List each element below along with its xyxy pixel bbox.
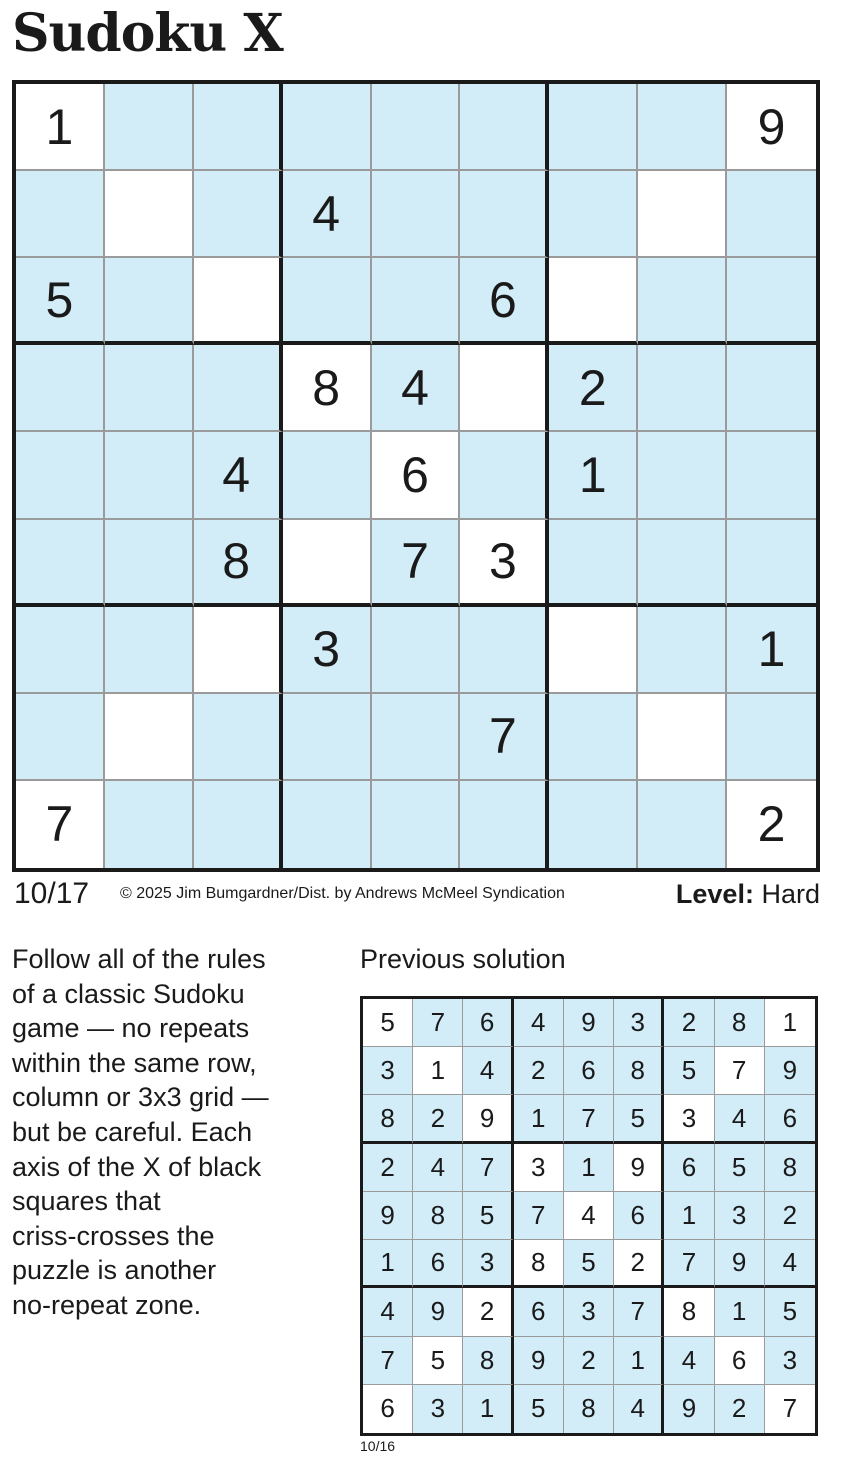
- puzzle-cell-r7-c5[interactable]: [372, 607, 461, 694]
- puzzle-cell-r6-c5[interactable]: 7: [372, 520, 461, 607]
- puzzle-cell-r2-c1[interactable]: [16, 171, 105, 258]
- puzzle-cell-r2-c3[interactable]: [194, 171, 283, 258]
- puzzle-cell-r6-c1[interactable]: [16, 520, 105, 607]
- solution-cell-r1-c9: 1: [765, 999, 815, 1047]
- puzzle-cell-r2-c7[interactable]: [549, 171, 638, 258]
- previous-solution-label: Previous solution: [360, 944, 566, 974]
- solution-cell-r5-c4: 7: [514, 1192, 564, 1240]
- solution-cell-r9-c1: 6: [363, 1385, 413, 1433]
- instruction-line: within the same row,: [12, 1047, 257, 1078]
- puzzle-cell-r8-c6[interactable]: 7: [460, 694, 549, 781]
- solution-cell-r5-c5: 4: [564, 1192, 614, 1240]
- puzzle-cell-r5-c3[interactable]: 4: [194, 432, 283, 519]
- puzzle-cell-r6-c6[interactable]: 3: [460, 520, 549, 607]
- solution-cell-r9-c5: 8: [564, 1385, 614, 1433]
- puzzle-cell-r6-c9[interactable]: [727, 520, 816, 607]
- puzzle-cell-r4-c6[interactable]: [460, 345, 549, 432]
- solution-cell-r7-c1: 4: [363, 1288, 413, 1336]
- solution-cell-r5-c3: 5: [463, 1192, 513, 1240]
- puzzle-cell-r6-c3[interactable]: 8: [194, 520, 283, 607]
- puzzle-cell-r7-c8[interactable]: [638, 607, 727, 694]
- puzzle-cell-r3-c4[interactable]: [283, 258, 372, 345]
- solution-cell-r6-c7: 7: [664, 1240, 714, 1288]
- solution-cell-r6-c3: 3: [463, 1240, 513, 1288]
- puzzle-cell-r5-c8[interactable]: [638, 432, 727, 519]
- puzzle-cell-r1-c3[interactable]: [194, 84, 283, 171]
- puzzle-cell-r3-c2[interactable]: [105, 258, 194, 345]
- instructions: [12, 942, 312, 1323]
- previous-solution-grid: [360, 996, 818, 1436]
- puzzle-cell-r7-c3[interactable]: [194, 607, 283, 694]
- solution-cell-r7-c2: 9: [413, 1288, 463, 1336]
- solution-cell-r7-c4: 6: [514, 1288, 564, 1336]
- solution-cell-r2-c1: 3: [363, 1047, 413, 1095]
- puzzle-cell-r9-c1[interactable]: 7: [16, 781, 105, 868]
- previous-solution-date: 10/16: [360, 1438, 396, 1454]
- solution-cell-r8-c6: 1: [614, 1337, 664, 1385]
- instruction-line: no-repeat zone.: [12, 1289, 202, 1320]
- puzzle-cell-r5-c7[interactable]: 1: [549, 432, 638, 519]
- puzzle-cell-r9-c6[interactable]: [460, 781, 549, 868]
- instruction-line: but be careful. Each: [12, 1116, 253, 1147]
- instruction-line: of a classic Sudoku: [12, 978, 245, 1009]
- puzzle-date: 10/17: [14, 877, 90, 910]
- solution-cell-r1-c4: 4: [514, 999, 564, 1047]
- instruction-line: column or 3x3 grid —: [12, 1082, 269, 1113]
- solution-cell-r3-c1: 8: [363, 1095, 413, 1143]
- puzzle-cell-r4-c5[interactable]: 4: [372, 345, 461, 432]
- solution-cell-r7-c6: 7: [614, 1288, 664, 1336]
- puzzle-cell-r3-c5[interactable]: [372, 258, 461, 345]
- sudoku-grid: [12, 80, 820, 872]
- puzzle-cell-r1-c9[interactable]: 9: [727, 84, 816, 171]
- page-title: Sudoku X: [12, 3, 283, 64]
- puzzle-cell-r9-c8[interactable]: [638, 781, 727, 868]
- instruction-line: game — no repeats: [12, 1013, 250, 1044]
- puzzle-cell-r3-c1[interactable]: 5: [16, 258, 105, 345]
- solution-cell-r8-c1: 7: [363, 1337, 413, 1385]
- puzzle-cell-r5-c2[interactable]: [105, 432, 194, 519]
- solution-cell-r1-c3: 6: [463, 999, 513, 1047]
- solution-cell-r2-c3: 4: [463, 1047, 513, 1095]
- solution-cell-r3-c5: 7: [564, 1095, 614, 1143]
- solution-cell-r6-c6: 2: [614, 1240, 664, 1288]
- puzzle-cell-r4-c4[interactable]: 8: [283, 345, 372, 432]
- solution-cell-r3-c2: 2: [413, 1095, 463, 1143]
- puzzle-cell-r6-c2[interactable]: [105, 520, 194, 607]
- solution-cell-r9-c6: 4: [614, 1385, 664, 1433]
- puzzle-cell-r8-c1[interactable]: [16, 694, 105, 781]
- puzzle-cell-r6-c7[interactable]: [549, 520, 638, 607]
- solution-cell-r7-c3: 2: [463, 1288, 513, 1336]
- solution-cell-r2-c9: 9: [765, 1047, 815, 1095]
- puzzle-cell-r8-c8[interactable]: [638, 694, 727, 781]
- puzzle-cell-r1-c7[interactable]: [549, 84, 638, 171]
- solution-cell-r9-c3: 1: [463, 1385, 513, 1433]
- instruction-line: squares that: [12, 1186, 161, 1217]
- puzzle-cell-r5-c6[interactable]: [460, 432, 549, 519]
- solution-cell-r4-c2: 4: [413, 1144, 463, 1192]
- instruction-line: axis of the X of black: [12, 1151, 262, 1182]
- puzzle-cell-r4-c8[interactable]: [638, 345, 727, 432]
- solution-cell-r9-c8: 2: [715, 1385, 765, 1433]
- puzzle-cell-r8-c7[interactable]: [549, 694, 638, 781]
- puzzle-cell-r9-c7[interactable]: [549, 781, 638, 868]
- solution-cell-r8-c9: 3: [765, 1337, 815, 1385]
- puzzle-cell-r5-c5[interactable]: 6: [372, 432, 461, 519]
- solution-cell-r7-c5: 3: [564, 1288, 614, 1336]
- instruction-line: puzzle is another: [12, 1255, 217, 1286]
- solution-cell-r4-c9: 8: [765, 1144, 815, 1192]
- puzzle-cell-r8-c2[interactable]: [105, 694, 194, 781]
- solution-cell-r1-c2: 7: [413, 999, 463, 1047]
- solution-cell-r2-c6: 8: [614, 1047, 664, 1095]
- solution-cell-r8-c8: 6: [715, 1337, 765, 1385]
- puzzle-cell-r4-c2[interactable]: [105, 345, 194, 432]
- solution-cell-r3-c3: 9: [463, 1095, 513, 1143]
- instruction-line: Follow all of the rules: [12, 944, 266, 974]
- puzzle-cell-r2-c9[interactable]: [727, 171, 816, 258]
- puzzle-cell-r8-c5[interactable]: [372, 694, 461, 781]
- puzzle-cell-r1-c8[interactable]: [638, 84, 727, 171]
- solution-cell-r3-c8: 4: [715, 1095, 765, 1143]
- difficulty-level: [676, 878, 820, 910]
- puzzle-cell-r5-c9[interactable]: [727, 432, 816, 519]
- puzzle-cell-r9-c9[interactable]: 2: [727, 781, 816, 868]
- solution-cell-r3-c4: 1: [514, 1095, 564, 1143]
- solution-cell-r2-c8: 7: [715, 1047, 765, 1095]
- solution-cell-r1-c6: 3: [614, 999, 664, 1047]
- solution-cell-r6-c1: 1: [363, 1240, 413, 1288]
- level-label: Level:: [675, 879, 754, 909]
- puzzle-cell-r2-c8[interactable]: [638, 171, 727, 258]
- solution-cell-r5-c6: 6: [614, 1192, 664, 1240]
- solution-cell-r5-c8: 3: [715, 1192, 765, 1240]
- solution-cell-r4-c3: 7: [463, 1144, 513, 1192]
- puzzle-cell-r3-c8[interactable]: [638, 258, 727, 345]
- solution-cell-r1-c1: 5: [363, 999, 413, 1047]
- solution-cell-r4-c4: 3: [514, 1144, 564, 1192]
- solution-cell-r9-c2: 3: [413, 1385, 463, 1433]
- puzzle-cell-r1-c1[interactable]: 1: [16, 84, 105, 171]
- puzzle-cell-r7-c2[interactable]: [105, 607, 194, 694]
- solution-cell-r7-c7: 8: [664, 1288, 714, 1336]
- solution-cell-r4-c5: 1: [564, 1144, 614, 1192]
- solution-cell-r5-c1: 9: [363, 1192, 413, 1240]
- solution-cell-r9-c4: 5: [514, 1385, 564, 1433]
- solution-cell-r6-c4: 8: [514, 1240, 564, 1288]
- solution-cell-r4-c1: 2: [363, 1144, 413, 1192]
- level-value: Hard: [761, 879, 820, 909]
- puzzle-cell-r8-c3[interactable]: [194, 694, 283, 781]
- solution-cell-r1-c5: 9: [564, 999, 614, 1047]
- puzzle-cell-r9-c2[interactable]: [105, 781, 194, 868]
- solution-cell-r5-c2: 8: [413, 1192, 463, 1240]
- solution-cell-r2-c7: 5: [664, 1047, 714, 1095]
- solution-cell-r7-c9: 5: [765, 1288, 815, 1336]
- solution-cell-r8-c5: 2: [564, 1337, 614, 1385]
- puzzle-cell-r7-c9[interactable]: 1: [727, 607, 816, 694]
- solution-cell-r3-c7: 3: [664, 1095, 714, 1143]
- puzzle-cell-r4-c1[interactable]: [16, 345, 105, 432]
- puzzle-cell-r2-c2[interactable]: [105, 171, 194, 258]
- solution-cell-r5-c7: 1: [664, 1192, 714, 1240]
- instruction-line: criss-crosses the: [12, 1220, 215, 1251]
- solution-cell-r2-c2: 1: [413, 1047, 463, 1095]
- solution-cell-r7-c8: 1: [715, 1288, 765, 1336]
- puzzle-cell-r3-c9[interactable]: [727, 258, 816, 345]
- puzzle-cell-r3-c6[interactable]: 6: [460, 258, 549, 345]
- solution-cell-r8-c2: 5: [413, 1337, 463, 1385]
- solution-cell-r6-c8: 9: [715, 1240, 765, 1288]
- puzzle-cell-r7-c4[interactable]: 3: [283, 607, 372, 694]
- puzzle-cell-r2-c5[interactable]: [372, 171, 461, 258]
- puzzle-cell-r7-c1[interactable]: [16, 607, 105, 694]
- solution-cell-r4-c8: 5: [715, 1144, 765, 1192]
- solution-cell-r6-c2: 6: [413, 1240, 463, 1288]
- puzzle-cell-r9-c3[interactable]: [194, 781, 283, 868]
- puzzle-cell-r3-c7[interactable]: [549, 258, 638, 345]
- solution-cell-r4-c6: 9: [614, 1144, 664, 1192]
- puzzle-cell-r5-c4[interactable]: [283, 432, 372, 519]
- solution-cell-r1-c7: 2: [664, 999, 714, 1047]
- puzzle-cell-r7-c7[interactable]: [549, 607, 638, 694]
- solution-cell-r9-c7: 9: [664, 1385, 714, 1433]
- puzzle-cell-r1-c4[interactable]: [283, 84, 372, 171]
- puzzle-cell-r4-c9[interactable]: [727, 345, 816, 432]
- solution-cell-r8-c7: 4: [664, 1337, 714, 1385]
- puzzle-cell-r8-c4[interactable]: [283, 694, 372, 781]
- puzzle-cell-r9-c4[interactable]: [283, 781, 372, 868]
- puzzle-cell-r3-c3[interactable]: [194, 258, 283, 345]
- puzzle-cell-r8-c9[interactable]: [727, 694, 816, 781]
- solution-cell-r2-c4: 2: [514, 1047, 564, 1095]
- solution-cell-r3-c6: 5: [614, 1095, 664, 1143]
- puzzle-cell-r5-c1[interactable]: [16, 432, 105, 519]
- puzzle-cell-r2-c4[interactable]: 4: [283, 171, 372, 258]
- solution-cell-r4-c7: 6: [664, 1144, 714, 1192]
- puzzle-cell-r2-c6[interactable]: [460, 171, 549, 258]
- solution-cell-r1-c8: 8: [715, 999, 765, 1047]
- solution-cell-r8-c3: 8: [463, 1337, 513, 1385]
- puzzle-cell-r6-c8[interactable]: [638, 520, 727, 607]
- solution-cell-r9-c9: 7: [765, 1385, 815, 1433]
- copyright-notice: © 2025 Jim Bumgardner/Dist. by Andrews McMeel Syndication: [120, 885, 565, 902]
- puzzle-cell-r1-c5[interactable]: [372, 84, 461, 171]
- solution-cell-r3-c9: 6: [765, 1095, 815, 1143]
- puzzle-cell-r7-c6[interactable]: [460, 607, 549, 694]
- solution-cell-r5-c9: 2: [765, 1192, 815, 1240]
- puzzle-cell-r4-c3[interactable]: [194, 345, 283, 432]
- puzzle-cell-r1-c2[interactable]: [105, 84, 194, 171]
- puzzle-cell-r1-c6[interactable]: [460, 84, 549, 171]
- solution-cell-r6-c5: 5: [564, 1240, 614, 1288]
- solution-cell-r2-c5: 6: [564, 1047, 614, 1095]
- solution-cell-r8-c4: 9: [514, 1337, 564, 1385]
- puzzle-cell-r9-c5[interactable]: [372, 781, 461, 868]
- solution-cell-r6-c9: 4: [765, 1240, 815, 1288]
- puzzle-cell-r6-c4[interactable]: [283, 520, 372, 607]
- puzzle-cell-r4-c7[interactable]: 2: [549, 345, 638, 432]
